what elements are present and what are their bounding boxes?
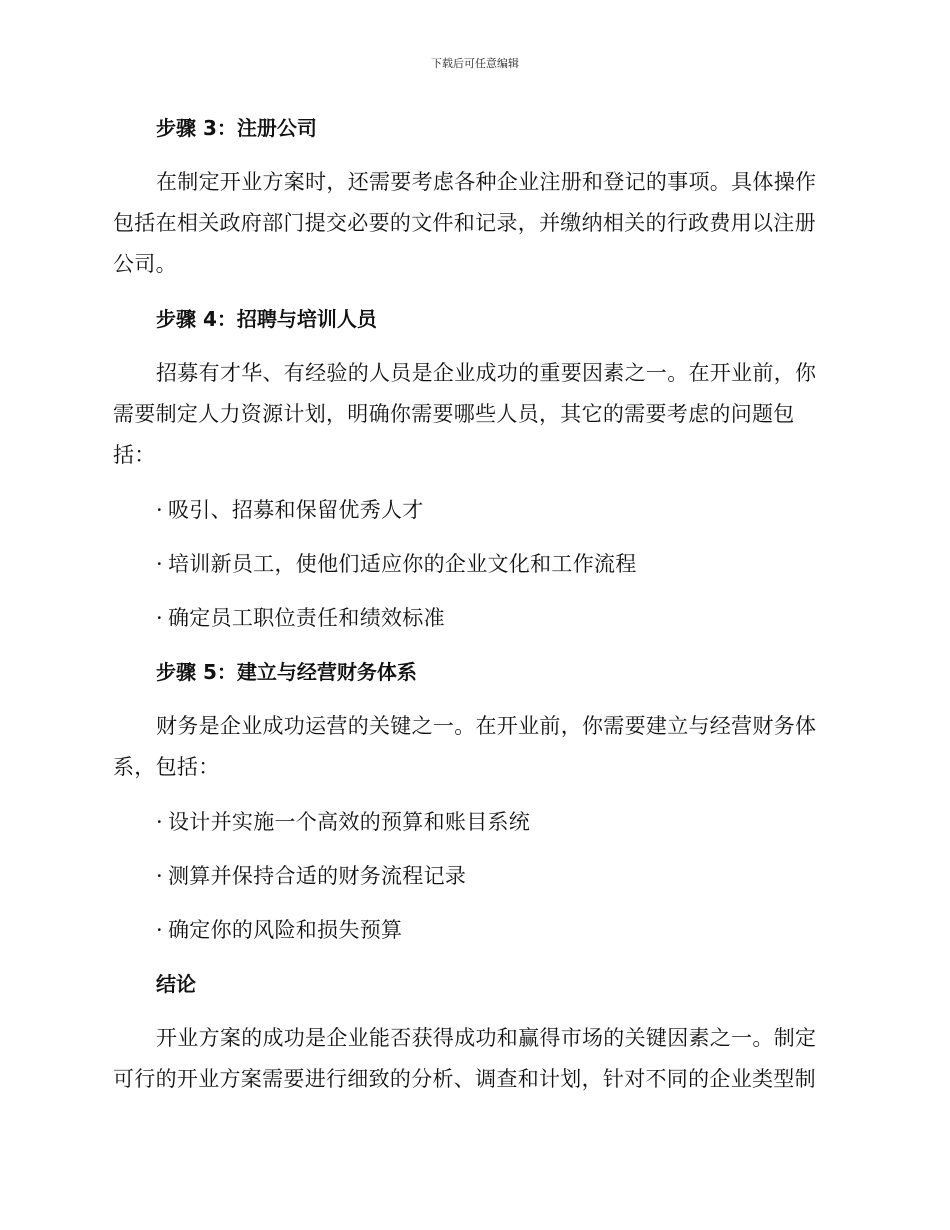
conclusion-heading: 结论: [156, 972, 196, 996]
step4-heading: 步骤 4：招聘与培训人员: [156, 307, 377, 331]
step4-bullet-1: [113, 490, 833, 530]
step5-bullet-2: [113, 856, 833, 896]
bullet-dot: ·: [156, 810, 163, 834]
bullet-dot: ·: [156, 498, 163, 522]
bullet-text: 测算并保持合适的财务流程记录: [168, 864, 467, 888]
bullet-text: 吸引、招募和保留优秀人才: [168, 498, 424, 522]
step5-paragraph: 财务是企业成功运营的关键之一。在开业前，你需要建立与经营财务体系，包括：: [113, 714, 817, 779]
step4-bullet-3: [113, 598, 833, 638]
conclusion-paragraph: 开业方案的成功是企业能否获得成功和赢得市场的关键因素之一。制定可行的开业方案需要进行细致的分析、调查和计划，针对不同的企业类型制: [113, 1026, 817, 1091]
step5-heading: 步骤 5：建立与经营财务体系: [156, 660, 417, 684]
bullet-dot: ·: [156, 918, 163, 942]
step4-bullet-2: [113, 544, 833, 584]
step4-paragraph: 招募有才华、有经验的人员是企业成功的重要因素之一。在开业前，你需要制定人力资源计划，明确你需要哪些人员，其它的需要考虑的问题包括：: [113, 361, 817, 467]
step3-heading: 步骤 3：注册公司: [156, 116, 317, 140]
bullet-text: 设计并实施一个高效的预算和账目系统: [168, 810, 531, 834]
bullet-text: 确定员工职位责任和绩效标准: [168, 606, 445, 630]
bullet-dot: ·: [156, 606, 163, 630]
step5-bullet-1: [113, 802, 833, 842]
bullet-text: 培训新员工，使他们适应你的企业文化和工作流程: [168, 552, 637, 576]
bullet-dot: ·: [156, 864, 163, 888]
document-body: [113, 108, 833, 1114]
bullet-text: 确定你的风险和损失预算: [168, 918, 403, 942]
bullet-dot: ·: [156, 552, 163, 576]
step5-bullet-3: [113, 910, 833, 950]
page-header-note: 下载后可任意编辑: [431, 57, 519, 70]
step3-paragraph: 在制定开业方案时，还需要考虑各种企业注册和登记的事项。具体操作包括在相关政府部门提交必要的文件和记录，并缴纳相关的行政费用以注册公司。: [113, 170, 817, 276]
